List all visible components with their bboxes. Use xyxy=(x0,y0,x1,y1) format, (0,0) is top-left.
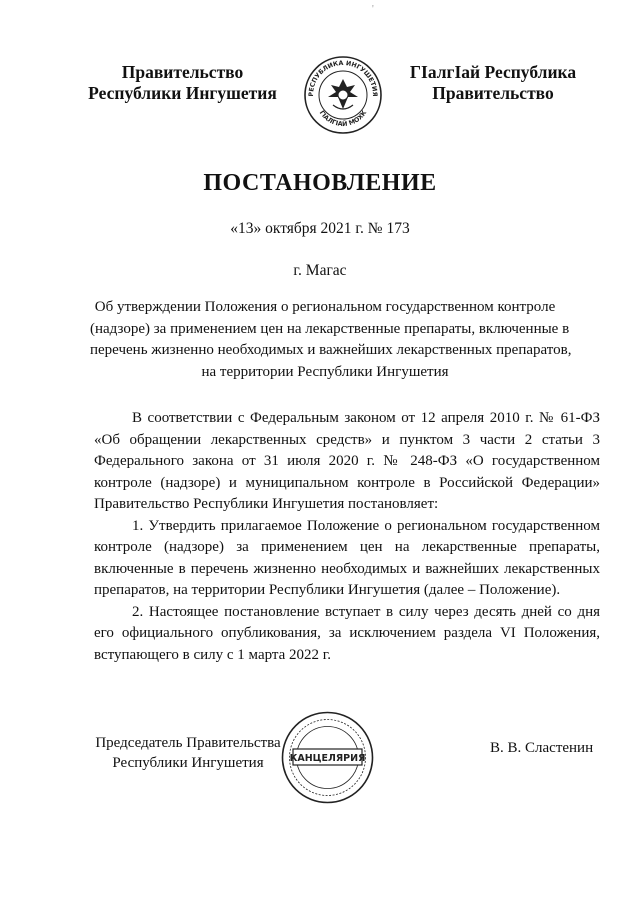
document-city: г. Магас xyxy=(293,262,347,279)
header-right xyxy=(388,62,598,104)
emblem-seal-icon xyxy=(303,55,383,135)
body-item-1: 1. Утвердить прилагаемое Положение о региональном государственном контроле (надзоре) за применением цен на лекарственные препараты, включенные в перечень жизненно необходимых и важнейших лекарственных препаратов, на территории Республики Ингушетия (далее – Положение). xyxy=(94,517,600,598)
header-right-line1: ГIалгIай Республика xyxy=(409,62,577,82)
header-right-line2: Правительство xyxy=(432,83,554,103)
subject-line: (надзоре) за применением цен на лекарственные препараты, включенные в xyxy=(90,320,570,337)
header-left-line2: Республики Ингушетия xyxy=(88,83,277,103)
subject-line: на территории Республики Ингушетия xyxy=(201,363,449,380)
subject-line: Об утверждении Положения о региональном государственном контроле xyxy=(94,299,556,315)
seal-bottom-text: ГIАЛГIАЙ МОХК xyxy=(317,109,369,129)
signatory-position-line2: Республики Ингушетия xyxy=(112,755,264,771)
document-subject xyxy=(90,297,572,383)
body-preamble: В соответствии с Федеральным законом от 12 апреля 2010 г. № 61-ФЗ «Об обращении лекарственных средств» и пунктом 3 части 2 статьи 3 Федерального закона от 31 июля 2020 г. № 248-ФЗ «О государственном контроле (надзоре) и муниципальном контроле в Российской Федерации» Правительство Республики Ингушетия постановляет: xyxy=(94,410,600,512)
subject-line: перечень жизненно необходимых и важнейших лекарственных препаратов, xyxy=(90,342,572,358)
signatory-position xyxy=(88,733,288,773)
header-left xyxy=(70,62,295,104)
signatory-name: В. В. Сластенин xyxy=(490,740,594,756)
seal-top-text: РЕСПУБЛИКА ИНГУШЕТИЯ xyxy=(307,59,379,97)
scan-mark: ' xyxy=(372,4,374,15)
document-body xyxy=(94,408,600,666)
stamp-center-text: КАНЦЕЛЯРИЯ xyxy=(289,753,366,764)
document-date: «13» октября 2021 г. № 173 xyxy=(230,220,410,237)
office-stamp-icon xyxy=(280,710,375,805)
document-title: ПОСТАНОВЛЕНИЕ xyxy=(203,170,437,196)
signatory-position-line1: Председатель Правительства xyxy=(95,735,281,751)
header-left-line1: Правительство xyxy=(121,62,244,82)
body-item-2: 2. Настоящее постановление вступает в силу через десять дней со дня его официального опубликования, за исключением раздела VI Положения, вступающего в силу с 1 марта 2022 г. xyxy=(94,603,600,663)
